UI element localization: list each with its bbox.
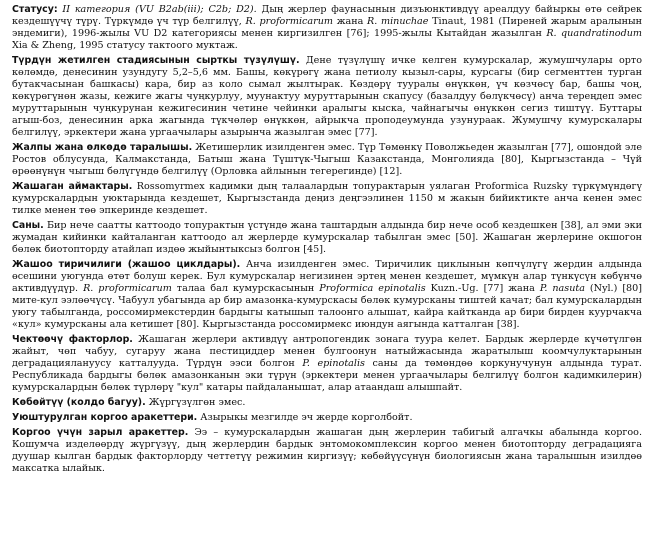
breeding-text [146,397,246,408]
conservation-actions-text [197,412,412,423]
italic-run: II категория (VU B2ab(iii); C2b; D2). [57,4,257,15]
text-run: Rossomyrmex кадимки дың талаалардын топурактарын уялаган Proformica Ruzsky түркүмүндөгү кумурскалардын уюктарында кездешет, Кыргызстанда деңиз деңгээлинен 1150 м жакын бийиктикте анча кенен эмес тилке менен төө эпкеринде кездешет. [12,181,642,216]
text-run: жана [333,16,368,27]
needed-actions-heading: Коргоо үчүн зарыл аракеттер. [12,427,189,438]
text-run: Жүргүзүлгөн эмес. [145,397,246,408]
text-run: Ээ – кумурскалардын жашаган дың жерлерин табигый алгачкы абалында коргоо. Кошумча изделөөрдү жүргүзүү, дың жерлердин бардык энтомокомплексин коргоо менен биотопторду деградацияга дуушар кылган бардык факторлорду четтетүү режимин киргизүү; көбөйүүсүнүн биологиясын жана таралышын изилдөө максатка ылайык. [12,427,642,474]
text-run: талаа бал кумурскасынын [171,283,320,294]
morphology-text [12,55,642,138]
morphology-heading: Түрдүн жетилген стадиясынын сырткы түзүлүшү. [12,55,300,66]
breeding-paragraph [12,397,642,409]
text-run: Жашаган жерлери активдүү антропогендик зонага туура келет. Бардык жерлерде күчөтүлгөн жайыт, чөп чабуу, сугаруу жана пестициддер менен булгоонун натыйжасында жаратылыш коомчулуктарынын деградациялануусу катталууда. Түрдүн ээси болгон [12,334,642,369]
text-run: Азырыкы мезгилде эч жерде корголбойт. [197,412,413,423]
text-run: Бир нече саатты каттоодо топурактын үстүндө жана таштардын алдында бир нече особ кездешкен [38], ал эми эки жумадан кийинки кайталанган каттоодо ал жерлерде кумурскалар табылган эмес [50]. Жашаган жерлерине окшогон бөлөк биотопторду атайлап издөө жыйынтыксыз болгон [45]. [12,220,642,255]
distribution-paragraph [12,142,642,178]
life-cycle-heading: Жашоо тиричилиги (жашоо циклдары). [12,259,241,270]
text-run: саны да төмөндөө коркунучунун алдында турат. Республикада бардыгы бөлөк амазонканын эки түрүн (эркектери менен ургаачылары белгилүү болгон кадимкилерин) кумурскалардын бөлөк түрлөрү "кул" катары пайдаланышат, алар атаандаш алышпайт. [12,358,642,393]
status-paragraph [12,4,642,52]
breeding-heading: Көбөйтүү (колдо багуу). [12,397,146,408]
italic-run: R. minuchae [367,16,429,27]
abundance-text [12,220,642,255]
italic-run: P. nasuta [539,283,585,294]
italic-run: R. quandratinodum [546,28,642,39]
abundance-paragraph [12,220,642,256]
morphology-paragraph [12,55,642,139]
habitat-heading: Жашаган аймактары. [12,181,133,192]
abundance-heading: Саны. [12,220,44,231]
text-run: Kuzn.-Ug. [77] жана [425,283,540,294]
limiting-factors-paragraph [12,334,642,394]
distribution-heading: Жалпы жана өлкөдө таралышы. [12,142,193,153]
italic-run: Proformica epinotalis [319,283,426,294]
status-text [12,4,642,51]
italic-run: R. proformicarum [83,283,172,294]
italic-run: P. epinotalis [302,358,365,369]
limiting-factors-heading: Чектөөчү факторлор. [12,334,133,345]
conservation-actions-heading: Уюштурулган коргоо аракеттери. [12,412,198,423]
italic-run: R. proformicarum [245,16,334,27]
life-cycle-paragraph [12,259,642,331]
text-run: Жетишерлик изилденген эмес. Түр Төмөнкү Поволжьеден жазылган [77], ошондой эле Ростов облусунда, Калмакстанда, Батыш жана Түштүк-Чыгыш Казакстанда, Монголияда [80], Кыргызстанда – Чүй өрөөнүнүн чыгыш бөлүгүндө белгилүү (Орловка айлынын тегерегинде) [12]. [12,142,642,177]
text-run: Анча изилденген эмес. Тиричилик циклынын көпчүлүгү жердин алдында өсешини уюгунда өтөт болуш керек. Бул кумурскалар негизинен эртең менен кездешет, мүмкүн алар түнкүсүн көбүнчө активдүүдүр. [12,259,642,294]
text-run: Дене түзүлүшү ичке келген кумурскалар, жумушчулары орто көлөмдө, денесинин узундугу 5,2–5,6 мм. Башы, көкүрөгү жана петиолу кызыл-сары, курсагы (бир сегменттен турган бутакчасынан башкасы) кара, бир аз коло сымал жылтырак. Көздөрү тууралы өнүккөн, үч көзчөсү бар, башы чоң, көкүрөгүнөн жазы, кежиге жагы чуңкурлуу, муунактуу муруттарынын скапусу (базалдуу бөлүкчөсү) анча тереңдеп эмес муруттарынын чуңкурунан кежигесинин четине чейинки аралыгы кыска, чайнагычы өнүккөн сегиз тиштүү. Буттары агыш-боз, денесинин арка жагында түкчөлөр өнүккөн, айрыкча проподеумунда узунураак. Жумушчу кумурскалары белгилүү, эркектери жана ургаачылары азырынча жазылган эмес [77]. [12,55,643,138]
needed-actions-paragraph [12,427,642,475]
text-run: (Nyl.) [80] мите-кул ээлөөчүсү. Чабуул убагында ар бир амазонка-кумурскасы бөлөк кумурсканы тиштей качат; бал кумурскалардын уюгу табылганда, россомирмекстердин бардыгы катышып талоонго алышат, кайра кайтканда ар бири бирден куурчакча «кул» кумурсканы ала кетишет [80]. Кыргызстанда россомирмекс июндун аягында катталган [38]. [12,283,643,330]
text-run: Tinaut, 1981 (Пиреней жарым аралынын эндемиги), 1996-жылы VU D2 категориясы менен киргизилген [76]; 1995-жылы Кытайдан жазылган [12,16,643,39]
conservation-actions-paragraph [12,412,642,424]
text-run: Дың жерлер фаунасынын дизъюнктивдүү ареалдуу байыркы өтө сейрек кездешүүчү түрү. Түркүмдө үч түр белгилүү, [12,4,642,27]
habitat-paragraph [12,181,642,217]
status-heading: Статусу: [12,4,58,15]
text-run: Xia & Zheng, 1995 статусу тактоого муктаж. [12,40,238,51]
